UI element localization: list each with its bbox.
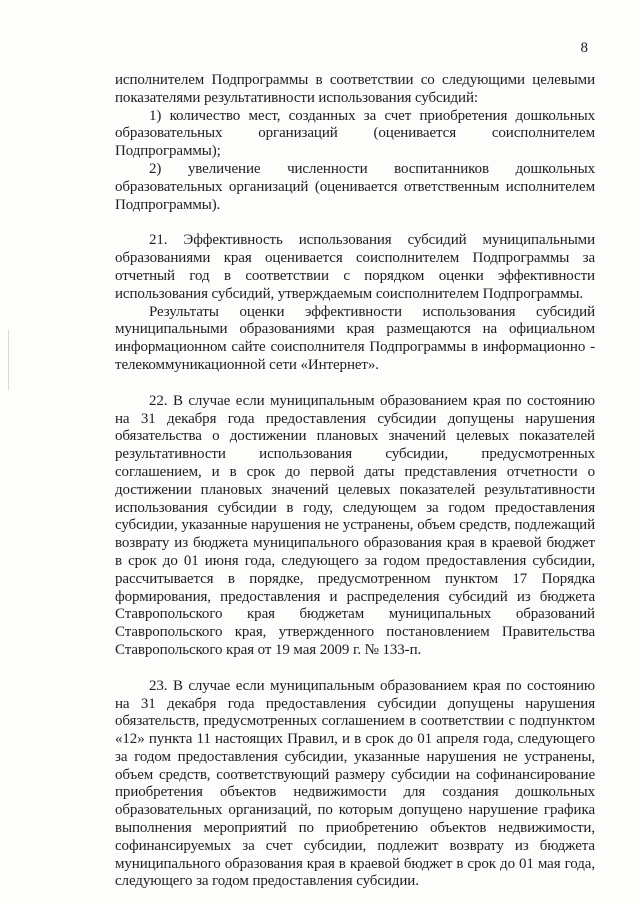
page-number: 8 xyxy=(580,40,588,56)
paragraph-section-22: 22. В случае если муниципальным образованием края по состоянию на 31 декабря года предоставления субсидии допущены нарушения обязательства о достижении плановых значений целевых показателей результативности использования субсидии, предусмотренных соглашением, и в срок до первой даты представления отчетности о достижении плановых значений целевых показателей результативности использования субсидии в году, следующем за годом предоставления субсидии, указанные нарушения не устранены, объем средств, подлежащий возврату из бюджета муниципального образования края в краевой бюджет в срок до 01 июня года, следующего за годом предоставления субсидии, рассчитывается в порядке, предусмотренном пунктом 17 Порядка формирования, предоставления и распределения субсидий из бюджета Ставропольского края бюджетам муниципальных образований Ставропольского края, утвержденного постановлением Правительства Ставропольского края от 19 мая 2009 г. № 133-п. xyxy=(115,392,595,658)
paragraph-continuation: исполнителем Подпрограммы в соответствии со следующими целевыми показателями результативности использования субсидий: xyxy=(115,72,595,106)
paragraph-section-21: 21. Эффективность использования субсидий муниципальными образованиями края оценивается соисполнителем Подпрограммы за отчетный год в соответствии с порядком оценки эффективности использования субсидий, утверждаемым соисполнителем Подпрограммы. xyxy=(115,232,595,302)
paragraph-indicator-2: 2) увеличение численности воспитанников дошкольных образовательных организаций (оценивается ответственным исполнителем Подпрограммы). xyxy=(115,160,595,213)
scan-edge-mark xyxy=(8,330,9,390)
paragraph-section-23: 23. В случае если муниципальным образованием края по состоянию на 31 декабря года предоставления субсидии допущены нарушения обязательств, предусмотренных соглашением в соответствии с подпунктом «12» пункта 11 настоящих Правил, и в срок до 01 апреля года, следующего за годом предоставления субсидии, указанные нарушения не устранены, объем средств, соответствующий размеру субсидии на софинансирование приобретения объектов недвижимости для создания дошкольных образовательных организаций, по которым допущено нарушение графика выполнения мероприятий по приобретению объектов недвижимости, софинансируемых за счет субсидии, подлежит возврату из бюджета муниципального образования края в краевой бюджет в срок до 01 мая года, следующего за годом предоставления субсидии. xyxy=(115,677,595,890)
paragraph-section-21-results: Результаты оценки эффективности использования субсидий муниципальными образованиями края размещаются на официальном информационном сайте соисполнителя Подпрограммы в информационно - телекоммуникационной сети «Интернет». xyxy=(115,303,595,373)
paragraph-indicator-1: 1) количество мест, созданных за счет приобретения дошкольных образовательных организаций (оценивается соисполнителем Подпрограммы); xyxy=(115,107,595,160)
document-body xyxy=(115,72,595,891)
